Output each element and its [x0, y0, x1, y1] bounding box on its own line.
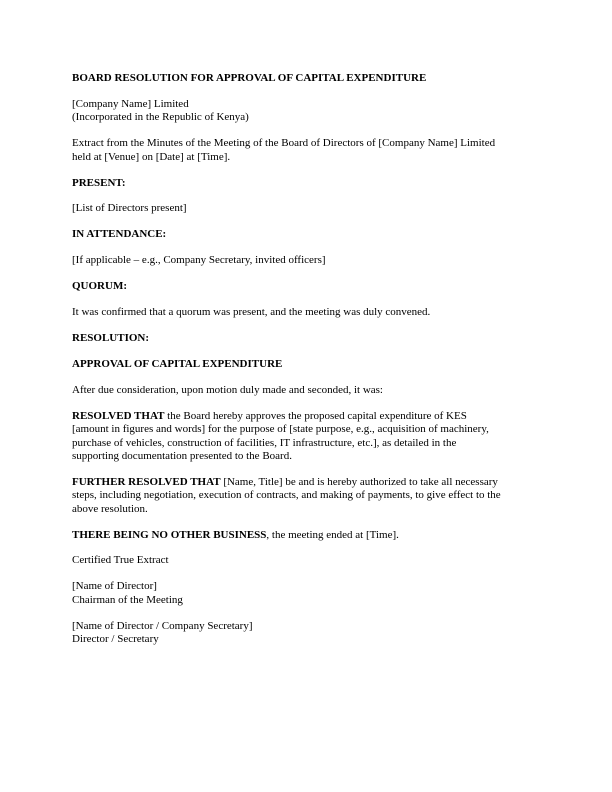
document-body — [72, 72, 544, 659]
further-resolved-line-1-text: [Name, Title] be and is hereby authorized to take all necessary — [220, 475, 498, 488]
signatory-1-name: [Name of Director] — [72, 580, 157, 593]
signatory-block-2 — [72, 620, 544, 647]
resolution-heading: RESOLUTION: — [72, 331, 150, 344]
closing-statement — [72, 529, 544, 542]
resolved-line-4: supporting documentation presented to the Board. — [72, 449, 292, 462]
resolved-line-1-text: the Board hereby approves the proposed capital expenditure of KES — [164, 409, 467, 422]
approval-heading: APPROVAL OF CAPITAL EXPENDITURE — [72, 357, 283, 370]
resolved-line-2: [amount in figures and words] for the purpose of [state purpose, e.g., acquisition of machinery, — [72, 423, 489, 436]
quorum-heading: QUORUM: — [72, 280, 127, 293]
certified-label: Certified True Extract — [72, 554, 169, 567]
resolved-paragraph — [72, 410, 544, 464]
company-name: [Company Name] Limited — [72, 97, 189, 110]
attendance-heading: IN ATTENDANCE: — [72, 228, 167, 241]
incorporation-note: (Incorporated in the Republic of Kenya) — [72, 111, 249, 124]
further-resolved-line-2: steps, including negotiation, execution of contracts, and making of payments, to give effect to the — [72, 489, 501, 502]
signatory-block-1 — [72, 580, 544, 607]
closing-lead: THERE BEING NO OTHER BUSINESS — [72, 528, 267, 541]
extract-line-2: held at [Venue] on [Date] at [Time]. — [72, 150, 231, 163]
consideration-text: After due consideration, upon motion duly made and seconded, it was: — [72, 383, 383, 396]
resolved-line-1 — [72, 410, 544, 423]
present-heading: PRESENT: — [72, 176, 126, 189]
signatory-2-name: [Name of Director / Company Secretary] — [72, 619, 253, 632]
closing-rest: , the meeting ended at [Time]. — [266, 528, 399, 541]
signatory-2-role: Director / Secretary — [72, 633, 159, 646]
present-text: [List of Directors present] — [72, 202, 187, 215]
further-resolved-line-1 — [72, 476, 544, 489]
document-title: BOARD RESOLUTION FOR APPROVAL OF CAPITAL EXPENDITURE — [72, 72, 427, 84]
signatory-1-role: Chairman of the Meeting — [72, 593, 183, 606]
extract-line-1: Extract from the Minutes of the Meeting of the Board of Directors of [Company Name] Limited — [72, 137, 496, 150]
quorum-text: It was confirmed that a quorum was present, and the meeting was duly convened. — [72, 306, 431, 319]
resolved-lead: RESOLVED THAT — [72, 409, 165, 422]
extract-statement — [72, 137, 544, 164]
resolved-line-3: purchase of vehicles, construction of facilities, IT infrastructure, etc.], as detailed in the — [72, 436, 457, 449]
further-resolved-line-3: above resolution. — [72, 502, 148, 515]
further-resolved-paragraph — [72, 476, 544, 516]
attendance-text: [If applicable – e.g., Company Secretary, invited officers] — [72, 254, 326, 267]
company-block — [72, 98, 544, 125]
further-resolved-lead: FURTHER RESOLVED THAT — [72, 475, 221, 488]
